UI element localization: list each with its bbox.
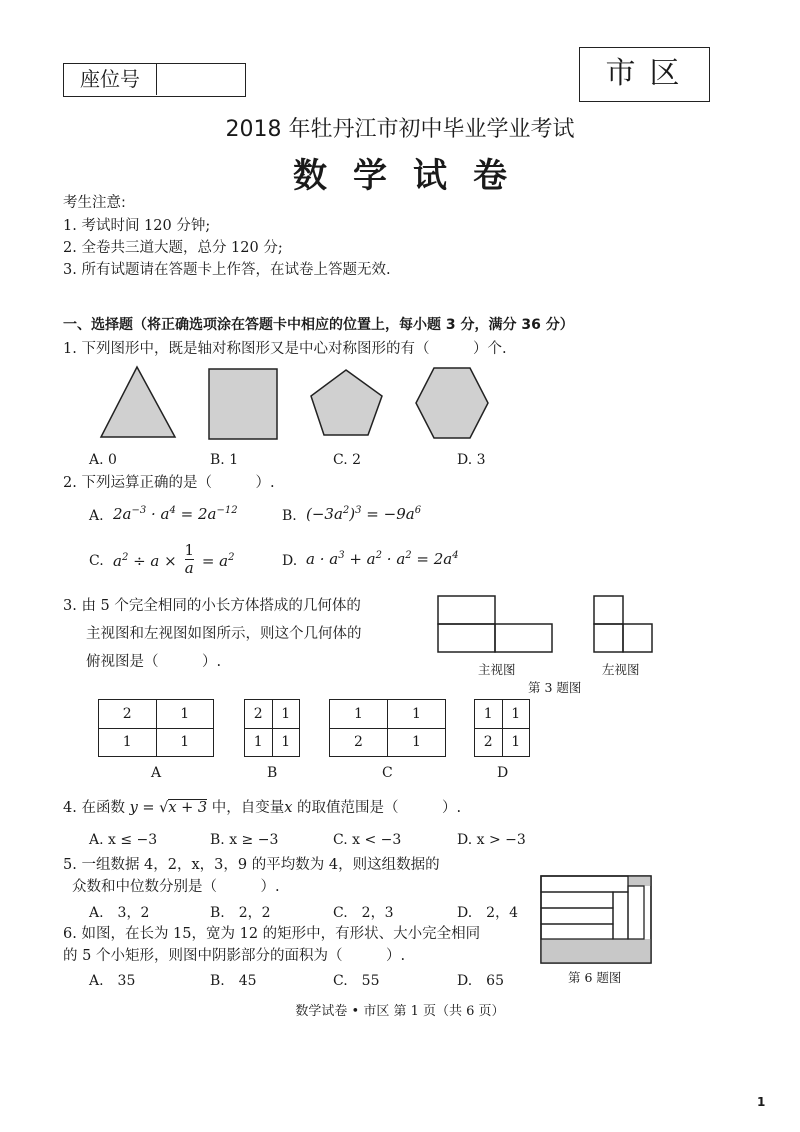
grid-cell: 1 <box>156 700 214 729</box>
front-view-label: 主视图 <box>478 662 516 677</box>
q6-option-d: D. 65 <box>457 973 504 989</box>
q2-option-c-formula: $a^2 \div a$ × $\frac{1}{a}$ = $a^2$ <box>113 541 235 577</box>
shaded-region-bottom <box>541 939 651 963</box>
left-view <box>594 596 652 652</box>
q6-option-b: B. 45 <box>210 973 257 989</box>
q1-option-b: B. 1 <box>210 452 239 468</box>
q3-grid-c <box>329 699 446 757</box>
hexagon-shape <box>416 368 488 438</box>
q2-option-a-formula: $2a^{-3} \cdot a^4 = 2a^{-12}$ <box>113 505 238 523</box>
q1-option-d: D. 3 <box>457 452 486 468</box>
grid-cell: 2 <box>245 700 273 729</box>
district-box: 市区 <box>579 47 710 102</box>
grid-cell: 1 <box>330 700 388 729</box>
q4-option-c: C. x < −3 <box>333 832 402 848</box>
q3-option-c: C <box>382 765 393 781</box>
q3-figure-caption: 第 3 题图 <box>528 680 582 695</box>
grid-cell: 1 <box>388 700 446 729</box>
q6-option-a: A. 35 <box>89 973 136 989</box>
section-heading: 一、选择题（将正确选项涂在答题卡中相应的位置上，每小题 3 分，满分 36 分） <box>63 317 574 333</box>
grid-cell: 1 <box>272 700 300 729</box>
question-5-line-1: 5. 一组数据 4，2，x，3，9 的平均数为 4，则这组数据的 <box>63 857 440 873</box>
seat-number-label: 座位号 <box>64 64 157 95</box>
grid-cell: 1 <box>475 700 503 729</box>
question-1-shapes <box>95 363 495 443</box>
question-3-line-2: 主视图和左视图如图所示，则这个几何体的 <box>86 626 362 642</box>
grid-cell: 1 <box>156 728 214 757</box>
q1-option-a: A. 0 <box>89 452 117 468</box>
q1-option-c: C. 2 <box>333 452 362 468</box>
q6-rectangle-figure <box>540 875 655 965</box>
notice-title: 考生注意: <box>63 195 126 211</box>
q5-option-c: C. 2，3 <box>333 905 394 921</box>
seat-number-box <box>63 63 246 97</box>
question-6-line-1: 6. 如图，在长为 15，宽为 12 的矩形中，有形状、大小完全相同 <box>63 926 481 942</box>
q3-grid-d <box>474 699 530 757</box>
q5-option-d: D. 2，4 <box>457 905 518 921</box>
question-2-text: 2. 下列运算正确的是（ ）. <box>63 475 275 491</box>
grid-cell: 1 <box>245 728 273 757</box>
notice-item-1: 1. 考试时间 120 分钟; <box>63 218 211 234</box>
q5-option-b: B. 2，2 <box>210 905 271 921</box>
grid-cell: 2 <box>475 728 503 757</box>
question-4-text <box>63 798 461 818</box>
q3-option-b: B <box>267 765 278 781</box>
grid-cell: 1 <box>502 728 530 757</box>
q2-option-d-formula: $a \cdot a^3 + a^2 \cdot a^2 = 2a^4$ <box>306 550 459 568</box>
grid-cell: 1 <box>502 700 530 729</box>
q3-grid-b <box>244 699 300 757</box>
grid-cell: 2 <box>99 700 157 729</box>
q2-option-d-label: D. <box>282 553 298 569</box>
page-footer: 数学试卷 • 市区 第 1 页（共 6 页） <box>295 1004 505 1019</box>
q4-option-d: D. x > −3 <box>457 832 526 848</box>
q4-text-end: 的取值范围是（ ）. <box>292 800 462 816</box>
q2-option-b-formula: $(-3a^2)^3 = -9a^6$ <box>306 505 422 523</box>
grid-cell: 2 <box>330 728 388 757</box>
q2-option-c-label: C. <box>89 553 104 569</box>
notice-item-2: 2. 全卷共三道大题，总分 120 分; <box>63 240 283 256</box>
grid-cell: 1 <box>99 728 157 757</box>
q2-option-a-label: A. <box>89 508 104 524</box>
left-view-label: 左视图 <box>602 662 640 677</box>
question-5-line-2: 众数和中位数分别是（ ）. <box>72 879 280 895</box>
q3-grid-a <box>98 699 214 757</box>
question-3-line-1: 3. 由 5 个完全相同的小长方体搭成的几何体的 <box>63 598 361 614</box>
q6-option-c: C. 55 <box>333 973 380 989</box>
q4-option-b: B. x ≥ −3 <box>210 832 279 848</box>
square-shape <box>209 369 277 439</box>
q3-option-a: A <box>151 765 162 781</box>
paper-title: 数学试卷 <box>293 156 533 196</box>
grid-cell: 1 <box>388 728 446 757</box>
q4-variable: x <box>284 800 293 816</box>
pentagon-shape <box>311 370 382 435</box>
page-number: 1 <box>757 1095 766 1109</box>
question-1-text: 1. 下列图形中，既是轴对称图形又是中心对称图形的有（ ）个. <box>63 341 507 357</box>
exam-title: 2018 年牡丹江市初中毕业学业考试 <box>225 117 575 142</box>
q2-option-b-label: B. <box>282 508 297 524</box>
front-view <box>438 596 552 652</box>
q4-text-post: 中，自变量 <box>207 800 285 816</box>
q4-function-formula: y = √x + 3 <box>129 800 208 816</box>
question-3-line-3: 俯视图是（ ）. <box>86 654 222 670</box>
q3-views-figure <box>436 595 656 655</box>
question-6-line-2: 的 5 个小矩形，则图中阴影部分的面积为（ ）. <box>63 948 406 964</box>
q3-option-d: D <box>497 765 509 781</box>
shaded-region-top <box>628 876 651 886</box>
triangle-shape <box>101 367 175 437</box>
q4-text-pre: 4. 在函数 <box>63 800 130 816</box>
q4-option-a: A. x ≤ −3 <box>89 832 158 848</box>
q6-figure-caption: 第 6 题图 <box>568 970 622 985</box>
grid-cell: 1 <box>272 728 300 757</box>
q5-option-a: A. 3，2 <box>89 905 150 921</box>
notice-item-3: 3. 所有试题请在答题卡上作答，在试卷上答题无效. <box>63 262 391 278</box>
